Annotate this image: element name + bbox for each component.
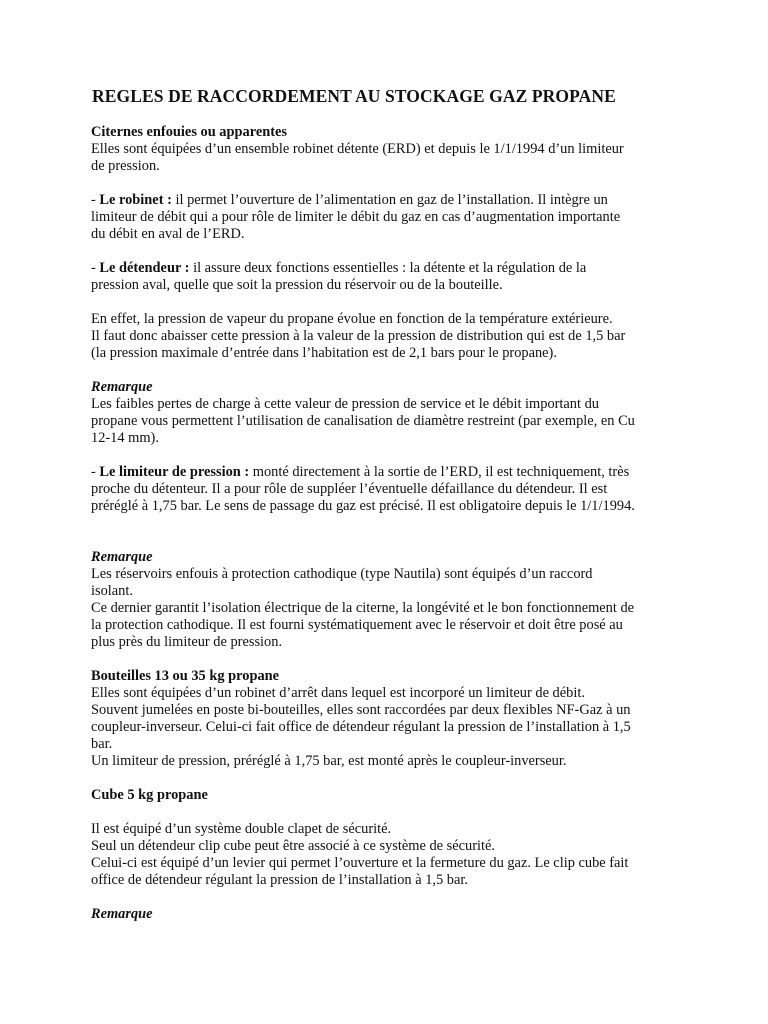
section-heading-cube: Cube 5 kg propane [91,787,208,803]
paragraph-line: isolant. [91,583,133,599]
remark-label: Remarque [91,379,153,395]
paragraph-line: Elles sont équipées d’un ensemble robinet détente (ERD) et depuis le 1/1/1994 d’un limiteur [91,141,624,157]
document-title: REGLES DE RACCORDEMENT AU STOCKAGE GAZ PROPANE [92,86,616,106]
paragraph-line: la protection cathodique. Il est fourni systématiquement avec le réservoir et doit être posé au [91,617,623,633]
paragraph-line: Les faibles pertes de charge à cette valeur de pression de service et le débit important du [91,396,599,412]
paragraph-line: office de détendeur régulant la pression de l’installation à 1,5 bar. [91,872,468,888]
section-heading-citernes: Citernes enfouies ou apparentes [91,124,288,140]
paragraph-line: de pression. [91,158,160,174]
list-dash: - [91,260,100,276]
paragraph-line: Ce dernier garantit l’isolation électrique de la citerne, la longévité et le bon fonctionnement de [91,600,635,616]
detendeur-label: Le détendeur : [99,260,190,276]
paragraph-line: plus près du limiteur de pression. [91,634,283,650]
robinet-paragraph [91,192,691,209]
remark-label: Remarque [91,549,153,565]
remark-label: Remarque [91,906,153,922]
paragraph-line: Seul un détendeur clip cube peut être associé à ce système de sécurité. [91,838,495,854]
paragraph-line: (la pression maximale d’entrée dans l’habitation est de 2,1 bars pour le propane). [91,345,557,361]
paragraph-line: Il faut donc abaisser cette pression à la valeur de la pression de distribution qui est de 1,5 bar [91,328,626,344]
paragraph-text: monté directement à la sortie de l’ERD, il est techniquement, très [249,464,630,480]
paragraph-line: propane vous permettent l’utilisation de canalisation de diamètre restreint (par exemple, en Cu [91,413,635,429]
document-body [91,124,691,923]
paragraph-line: 12-14 mm). [91,430,159,446]
section-heading-bouteilles: Bouteilles 13 ou 35 kg propane [91,668,280,684]
limiteur-label: Le limiteur de pression : [99,464,250,480]
paragraph-line: Les réservoirs enfouis à protection cathodique (type Nautila) sont équipés d’un raccord [91,566,593,582]
list-dash: - [91,464,100,480]
paragraph-line: En effet, la pression de vapeur du propane évolue en fonction de la température extérieure. [91,311,613,327]
limiteur-paragraph [91,464,691,481]
paragraph-line: Un limiteur de pression, préréglé à 1,75 bar, est monté après le coupleur-inverseur. [91,753,567,769]
paragraph-line: du débit en aval de l’ERD. [91,226,245,242]
paragraph-line: limiteur de débit qui a pour rôle de limiter le débit du gaz en cas d’augmentation importante [91,209,621,225]
paragraph-line: proche du détenteur. Il a pour rôle de suppléer l’éventuelle défaillance du détendeur. Il est [91,481,608,497]
paragraph-line: pression aval, quelle que soit la pression du réservoir ou de la bouteille. [91,277,503,293]
robinet-label: Le robinet : [99,192,172,208]
paragraph-text: il assure deux fonctions essentielles : la détente et la régulation de la [189,260,587,276]
paragraph-line: Il est équipé d’un système double clapet de sécurité. [91,821,392,837]
paragraph-line: bar. [91,736,113,752]
list-dash: - [91,192,100,208]
paragraph-line: Celui-ci est équipé d’un levier qui permet l’ouverture et la fermeture du gaz. Le clip cube fait [91,855,629,871]
paragraph-text: il permet l’ouverture de l’alimentation en gaz de l’installation. Il intègre un [171,192,608,208]
paragraph-line: Souvent jumelées en poste bi-bouteilles, elles sont raccordées par deux flexibles NF-Gaz à un [91,702,631,718]
paragraph-line: préréglé à 1,75 bar. Le sens de passage du gaz est précisé. Il est obligatoire depuis le 1/1/1994. [91,498,635,514]
detendeur-paragraph [91,260,691,277]
paragraph-line: Elles sont équipées d’un robinet d’arrêt dans lequel est incorporé un limiteur de débit. [91,685,585,701]
paragraph-line: coupleur-inverseur. Celui-ci fait office de détendeur régulant la pression de l’installation à 1,5 [91,719,631,735]
